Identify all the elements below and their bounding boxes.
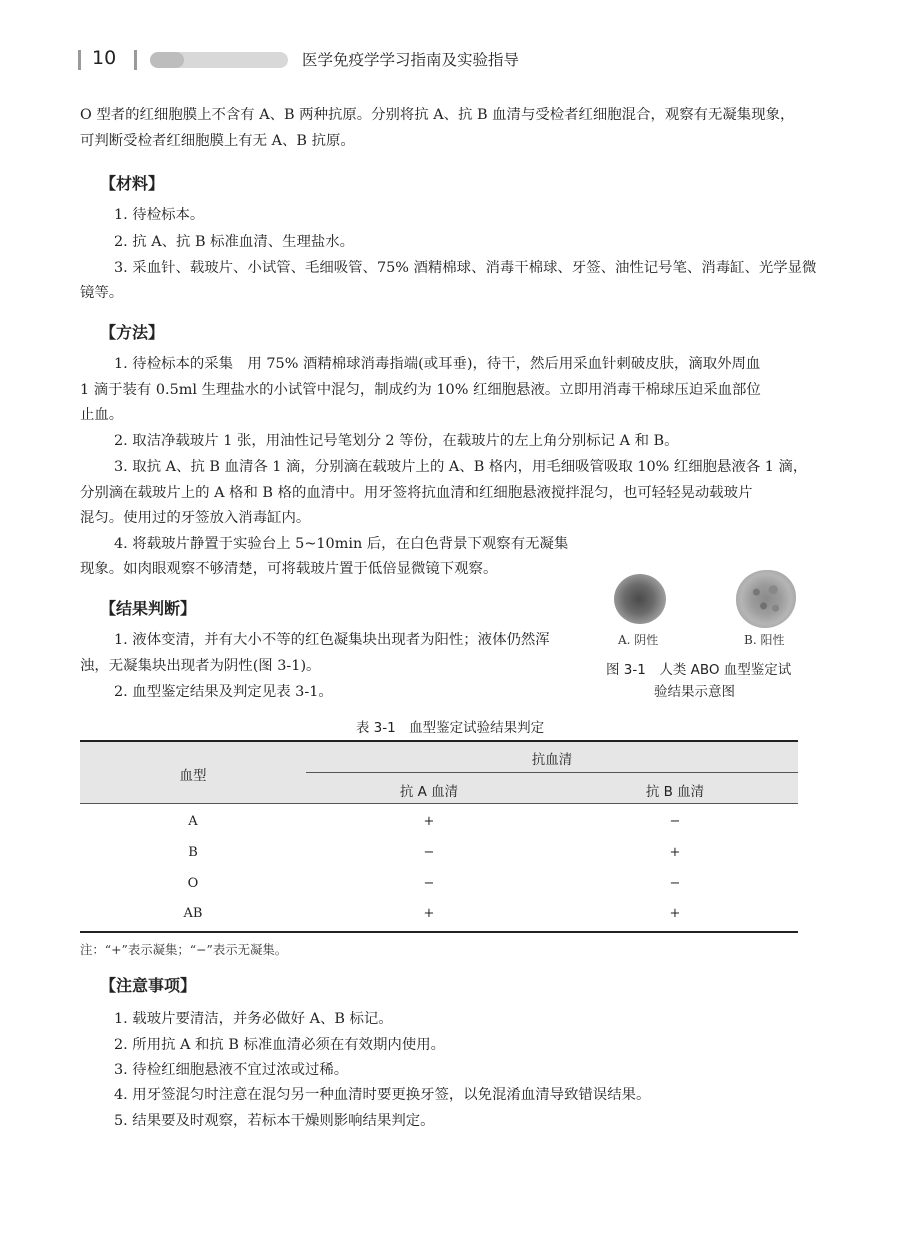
cell-anti-a: −: [423, 876, 435, 891]
cell-anti-b: +: [669, 906, 681, 921]
results-line-3: 2. 血型鉴定结果及判定见表 3-1。: [114, 684, 333, 700]
table-header-rule: [80, 803, 798, 804]
cell-blood-type: O: [187, 876, 199, 891]
methods-line-1: 1. 待检标本的采集 用 75% 酒精棉球消毒指端(或耳垂)，待干，然后用采血针刺破皮肤，滴取外周血: [114, 356, 761, 372]
cell-blood-type: AB: [183, 906, 203, 921]
blood-type-table: [80, 740, 798, 933]
header-antiserum: 抗血清: [531, 752, 573, 768]
cell-anti-b: +: [669, 845, 681, 860]
section-heading-precautions: 【注意事项】: [100, 976, 197, 995]
table-sub-rule: [306, 772, 798, 773]
section-heading-results: 【结果判断】: [100, 599, 197, 618]
cell-blood-type: B: [188, 845, 198, 860]
header-blood-type: 血型: [179, 768, 207, 784]
methods-line-9: 现象。如肉眼观察不够清楚，可将载玻片置于低倍显微镜下观察。: [80, 561, 498, 577]
header-bar-left: [78, 50, 81, 70]
cell-anti-a: +: [423, 906, 435, 921]
cell-anti-b: −: [669, 814, 681, 829]
table-caption: 表 3-1 血型鉴定试验结果判定: [355, 720, 545, 736]
materials-line-3: 3. 采血针、载玻片、小试管、毛细吸管、75% 酒精棉球、消毒干棉球、牙签、油性记号笔、消毒缸、光学显微: [114, 260, 817, 276]
cell-anti-a: +: [423, 814, 435, 829]
header-decoration-dark: [150, 52, 184, 68]
methods-line-5: 3. 取抗 A、抗 B 血清各 1 滴，分别滴在载玻片上的 A、B 格内，用毛细吸管吸取 10% 红细胞悬液各 1 滴，: [114, 459, 808, 475]
book-title: 医学免疫学学习指南及实验指导: [302, 51, 520, 69]
materials-line-4: 镜等。: [80, 285, 124, 301]
results-line-2: 浊，无凝集块出现者为阴性(图 3-1)。: [80, 658, 321, 674]
methods-line-7: 混匀。使用过的牙签放入消毒缸内。: [80, 510, 311, 526]
cell-anti-b: −: [669, 876, 681, 891]
precautions-line-5: 5. 结果要及时观察，若标本干燥则影响结果判定。: [114, 1113, 435, 1129]
table-top-rule: [80, 740, 798, 742]
cell-anti-a: −: [423, 845, 435, 860]
figure-3-1: [600, 568, 810, 703]
results-line-1: 1. 液体变清，并有大小不等的红色凝集块出现者为阳性；液体仍然浑: [114, 632, 550, 648]
precautions-line-3: 3. 待检红细胞悬液不宜过浓或过稀。: [114, 1062, 349, 1078]
table-note: 注：“+”表示凝集；“−”表示无凝集。: [80, 942, 288, 957]
running-header: [78, 48, 818, 74]
methods-line-3: 止血。: [80, 407, 124, 423]
precautions-line-4: 4. 用牙签混匀时注意在混匀另一种血清时要更换牙签，以免混淆血清导致错误结果。: [114, 1087, 651, 1103]
intro-line-2: 可判断受检者红细胞膜上有无 A、B 抗原。: [80, 133, 355, 149]
methods-line-4: 2. 取洁净载玻片 1 张，用油性记号笔划分 2 等份，在载玻片的左上角分别标记 A 和 B。: [114, 433, 679, 449]
figure-caption-line-2: 验结果示意图: [654, 684, 735, 700]
precautions-line-1: 1. 载玻片要清洁，并务必做好 A、B 标记。: [114, 1011, 393, 1027]
precautions-line-2: 2. 所用抗 A 和抗 B 标准血清必须在有效期内使用。: [114, 1037, 445, 1053]
table-bottom-rule: [80, 931, 798, 933]
figure-caption-line-1: 图 3-1 人类 ABO 血型鉴定试: [606, 662, 792, 678]
header-anti-a: 抗 A 血清: [399, 784, 459, 800]
materials-line-2: 2. 抗 A、抗 B 标准血清、生理盐水。: [114, 234, 355, 250]
negative-sample-image: [614, 574, 666, 624]
page-number: 10: [92, 47, 117, 69]
section-heading-materials: 【材料】: [100, 174, 165, 193]
header-anti-b: 抗 B 血清: [645, 784, 705, 800]
materials-line-1: 1. 待检标本。: [114, 207, 205, 223]
methods-line-2: 1 滴于装有 0.5ml 生理盐水的小试管中混匀，制成约为 10% 红细胞悬液。立即用消毒干棉球压迫采血部位: [80, 382, 761, 398]
cell-blood-type: A: [188, 814, 198, 829]
intro-line-1: O 型者的红细胞膜上不含有 A、B 两种抗原。分别将抗 A、抗 B 血清与受检者红细胞混合，观察有无凝集现象，: [80, 107, 795, 123]
positive-sample-image: [736, 570, 796, 628]
section-heading-methods: 【方法】: [100, 323, 165, 342]
figure-label-negative: A. 阴性: [618, 633, 659, 647]
header-bar-divider: [134, 50, 137, 70]
methods-line-6: 分别滴在载玻片上的 A 格和 B 格的血清中。用牙签将抗血清和红细胞悬液搅拌混匀，也可轻轻晃动载玻片: [80, 485, 753, 501]
figure-label-positive: B. 阳性: [744, 633, 785, 647]
methods-line-8: 4. 将载玻片静置于实验台上 5~10min 后，在白色背景下观察有无凝集: [114, 536, 569, 552]
